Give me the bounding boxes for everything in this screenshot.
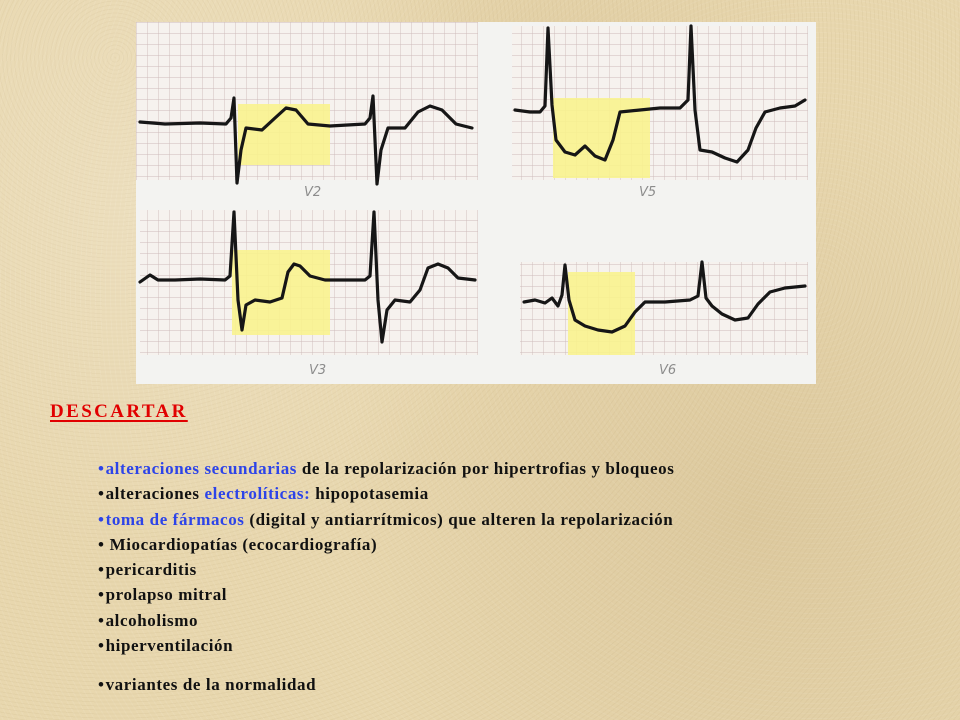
exclusion-list (98, 456, 674, 698)
lead-label-v3: V3 (309, 363, 327, 378)
item-highlight-text: • toma de fármacos (98, 510, 245, 529)
lead-label-v2: V2 (304, 185, 322, 200)
item-text: • alcoholismo (98, 611, 198, 630)
item-text: • variantes de la normalidad (98, 675, 316, 694)
list-item (98, 557, 674, 582)
ecg-panel-v2 (136, 22, 478, 200)
list-item (98, 608, 674, 633)
list-item (98, 507, 674, 532)
list-item (98, 582, 674, 607)
lead-label-v5: V5 (639, 185, 657, 200)
list-item (98, 672, 674, 697)
ecg-panel-v3 (140, 210, 478, 378)
item-text: • prolapso mitral (98, 585, 227, 604)
item-text: de la repolarización por hipertrofias y bloqueos (297, 459, 675, 478)
list-item (98, 532, 674, 557)
item-text: • pericarditis (98, 560, 197, 579)
lead-label-v6: V6 (659, 363, 677, 378)
highlight-box (232, 250, 330, 335)
item-text: • Miocardiopatías (ecocardiografía) (98, 535, 377, 554)
ecg-panel-v5 (512, 26, 808, 200)
item-highlight-text: • alteraciones secundarias (98, 459, 297, 478)
item-text: • hiperventilación (98, 636, 233, 655)
list-item (98, 481, 674, 506)
item-text: • alteraciones (98, 484, 204, 503)
item-highlight-text: electrolíticas: (204, 484, 311, 504)
list-item (98, 456, 674, 481)
highlight-box (568, 272, 635, 355)
descartar-heading: DESCARTAR (50, 401, 188, 422)
item-text: (digital y antiarrítmicos) que alteren la repolarización (244, 509, 674, 529)
highlight-box (238, 104, 330, 165)
item-text: hipopotasemia (310, 484, 429, 504)
ecg-figure (136, 22, 816, 384)
list-item (98, 633, 674, 658)
